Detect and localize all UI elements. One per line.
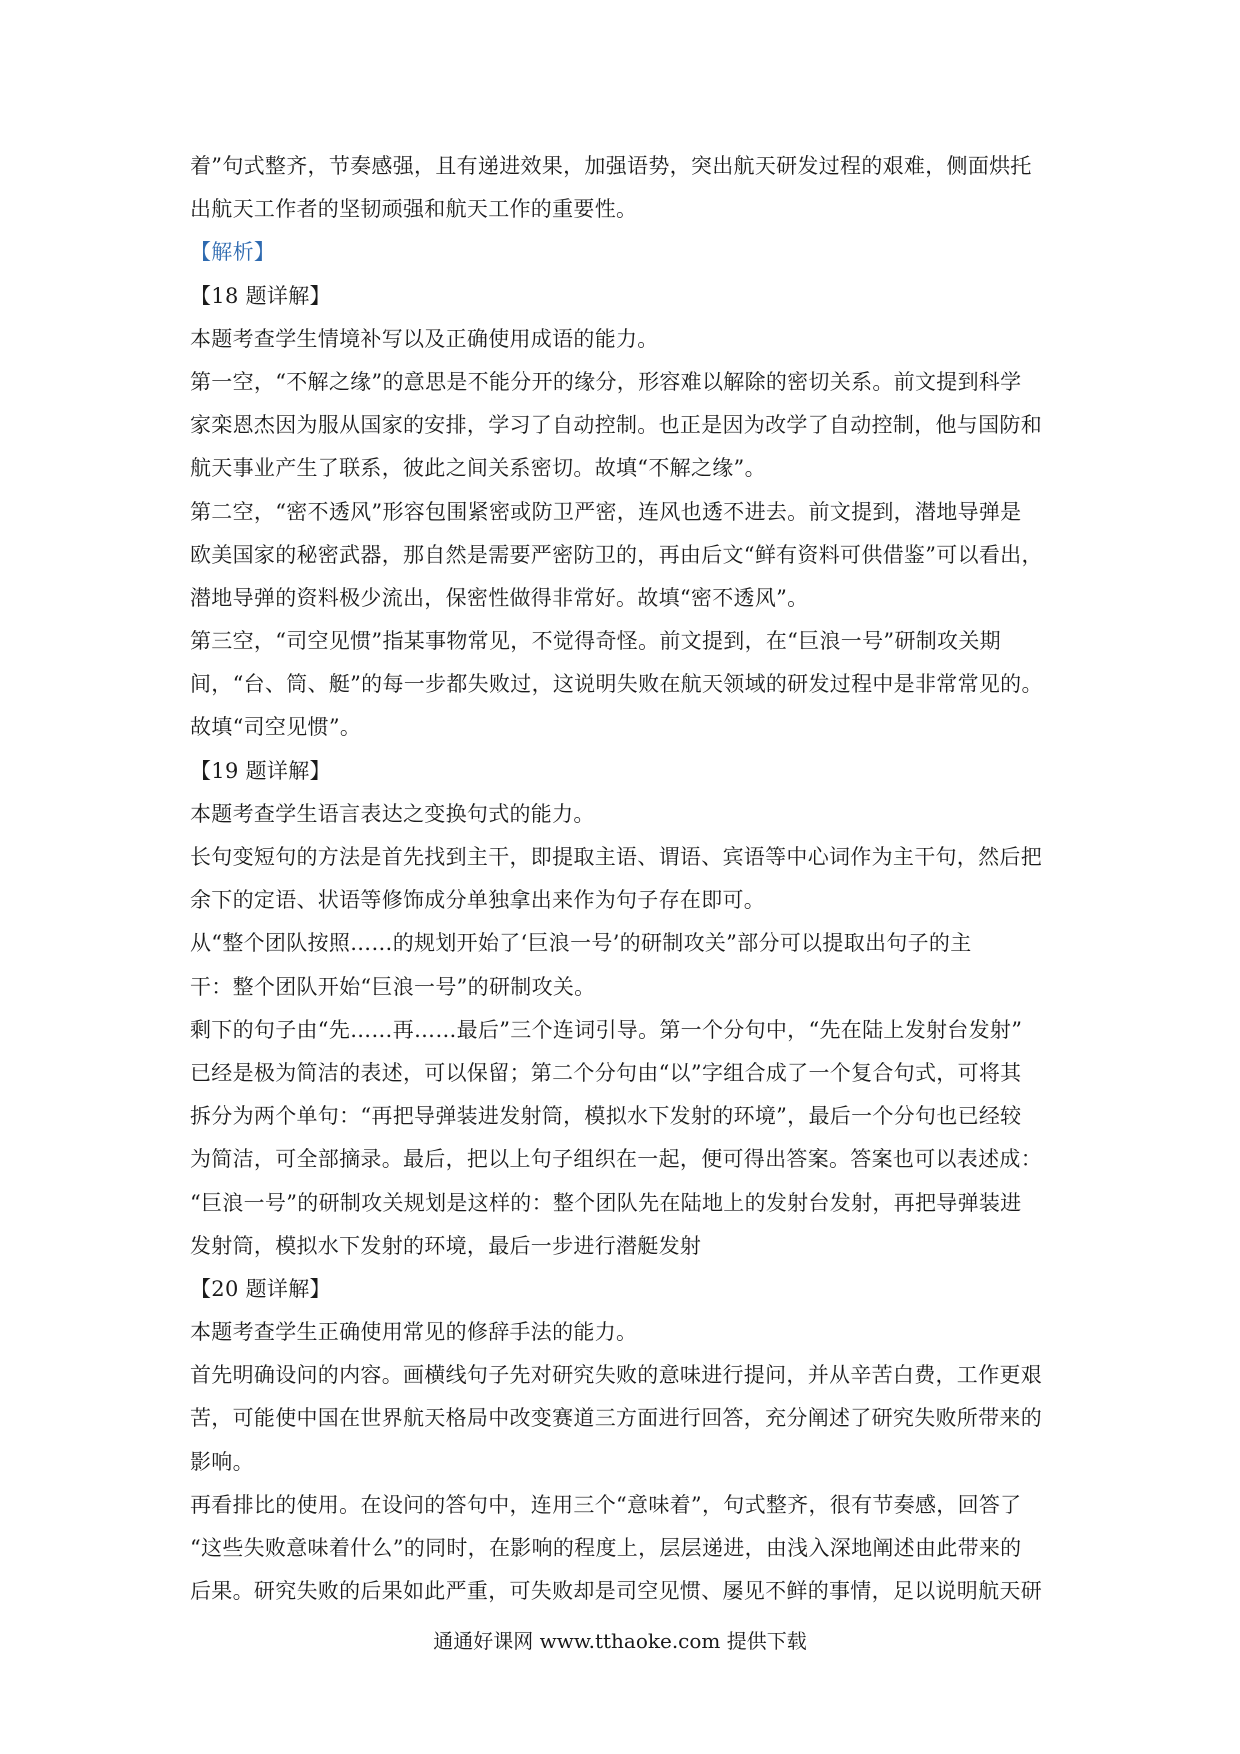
text-line: 影响。 [190, 1449, 254, 1474]
text-line: 出航天工作者的坚韧顽强和航天工作的重要性。 [190, 197, 638, 222]
text-line: “巨浪一号”的研制攻关规划是这样的：整个团队先在陆地上的发射台发射，再把导弹装进 [190, 1190, 1022, 1215]
text-line: 家栾恩杰因为服从国家的安排，学习了自动控制。也正是因为改学了自动控制，他与国防和 [190, 413, 1042, 438]
text-line: 故填“司空见惯”。 [190, 715, 362, 740]
text-line: 已经是极为简洁的表述，可以保留；第二个分句由“以”字组合成了一个复合句式，可将其 [190, 1060, 1022, 1085]
text-line: 再看排比的使用。在设问的答句中，连用三个“意味着”，句式整齐，很有节奏感，回答了 [190, 1492, 1022, 1517]
section-label: 【解析】 [190, 240, 276, 265]
text-line: 潜地导弹的资料极少流出，保密性做得非常好。故填“密不透风”。 [190, 585, 809, 610]
text-line: 从“整个团队按照……的规划开始了‘巨浪一号’的研制攻关”部分可以提取出句子的主 [190, 931, 972, 956]
text-line: 本题考查学生语言表达之变换句式的能力。 [190, 801, 595, 826]
text-line: 本题考查学生正确使用常见的修辞手法的能力。 [190, 1320, 638, 1345]
text-line: 第三空，“司空见惯”指某事物常见，不觉得奇怪。前文提到，在“巨浪一号”研制攻关期 [190, 629, 1001, 654]
text-line: 苦，可能使中国在世界航天格局中改变赛道三方面进行回答，充分阐述了研究失败所带来的 [190, 1406, 1042, 1431]
text-line: 第二空，“密不透风”形容包围紧密或防卫严密，连风也透不进去。前文提到，潜地导弹是 [190, 499, 1022, 524]
text-line: 本题考查学生情境补写以及正确使用成语的能力。 [190, 326, 659, 351]
text-line: 【19 题详解】 [190, 758, 331, 783]
text-line: 欧美国家的秘密武器，那自然是需要严密防卫的，再由后文“鲜有资料可供借鉴”可以看出， [190, 542, 1043, 567]
text-line: 航天事业产生了联系，彼此之间关系密切。故填“不解之缘”。 [190, 456, 766, 481]
text-line: 着”句式整齐，节奏感强，且有递进效果，加强语势，突出航天研发过程的艰难，侧面烘托 [190, 154, 1032, 178]
text-line: 第一空，“不解之缘”的意思是不能分开的缘分，形容难以解除的密切关系。前文提到科学 [190, 369, 1022, 394]
text-line: 剩下的句子由“先……再……最后”三个连词引导。第一个分句中，“先在陆上发射台发射” [190, 1017, 1023, 1042]
text-line: 发射筒，模拟水下发射的环境，最后一步进行潜艇发射 [190, 1233, 702, 1258]
text-line: 干：整个团队开始“巨浪一号”的研制攻关。 [190, 974, 596, 999]
text-line: 后果。研究失败的后果如此严重，可失败却是司空见惯、屡见不鲜的事情，足以说明航天研 [190, 1579, 1042, 1604]
text-line: 间，“台、筒、艇”的每一步都失败过，这说明失败在航天领域的研发过程中是非常常见的。 [190, 672, 1043, 697]
page-footer: 通通好课网 www.tthaoke.com 提供下载 [433, 1629, 807, 1653]
text-line: “这些失败意味着什么”的同时，在影响的程度上，层层递进，由浅入深地阐述由此带来的 [190, 1536, 1022, 1560]
text-line: 拆分为两个单句：“再把导弹装进发射筒，模拟水下发射的环境”，最后一个分句也已经较 [190, 1104, 1022, 1129]
text-line: 为简洁，可全部摘录。最后，把以上句子组织在一起，便可得出答案。答案也可以表述成： [190, 1147, 1042, 1172]
text-line: 【18 题详解】 [190, 283, 331, 308]
document-body [190, 145, 1060, 1613]
text-line: 【20 题详解】 [190, 1276, 331, 1301]
text-line: 余下的定语、状语等修饰成分单独拿出来作为句子存在即可。 [190, 888, 766, 913]
text-line: 首先明确设问的内容。画横线句子先对研究失败的意味进行提问，并从辛苦白费，工作更艰 [190, 1363, 1042, 1388]
text-line: 长句变短句的方法是首先找到主干，即提取主语、谓语、宾语等中心词作为主干句，然后把 [190, 845, 1042, 869]
